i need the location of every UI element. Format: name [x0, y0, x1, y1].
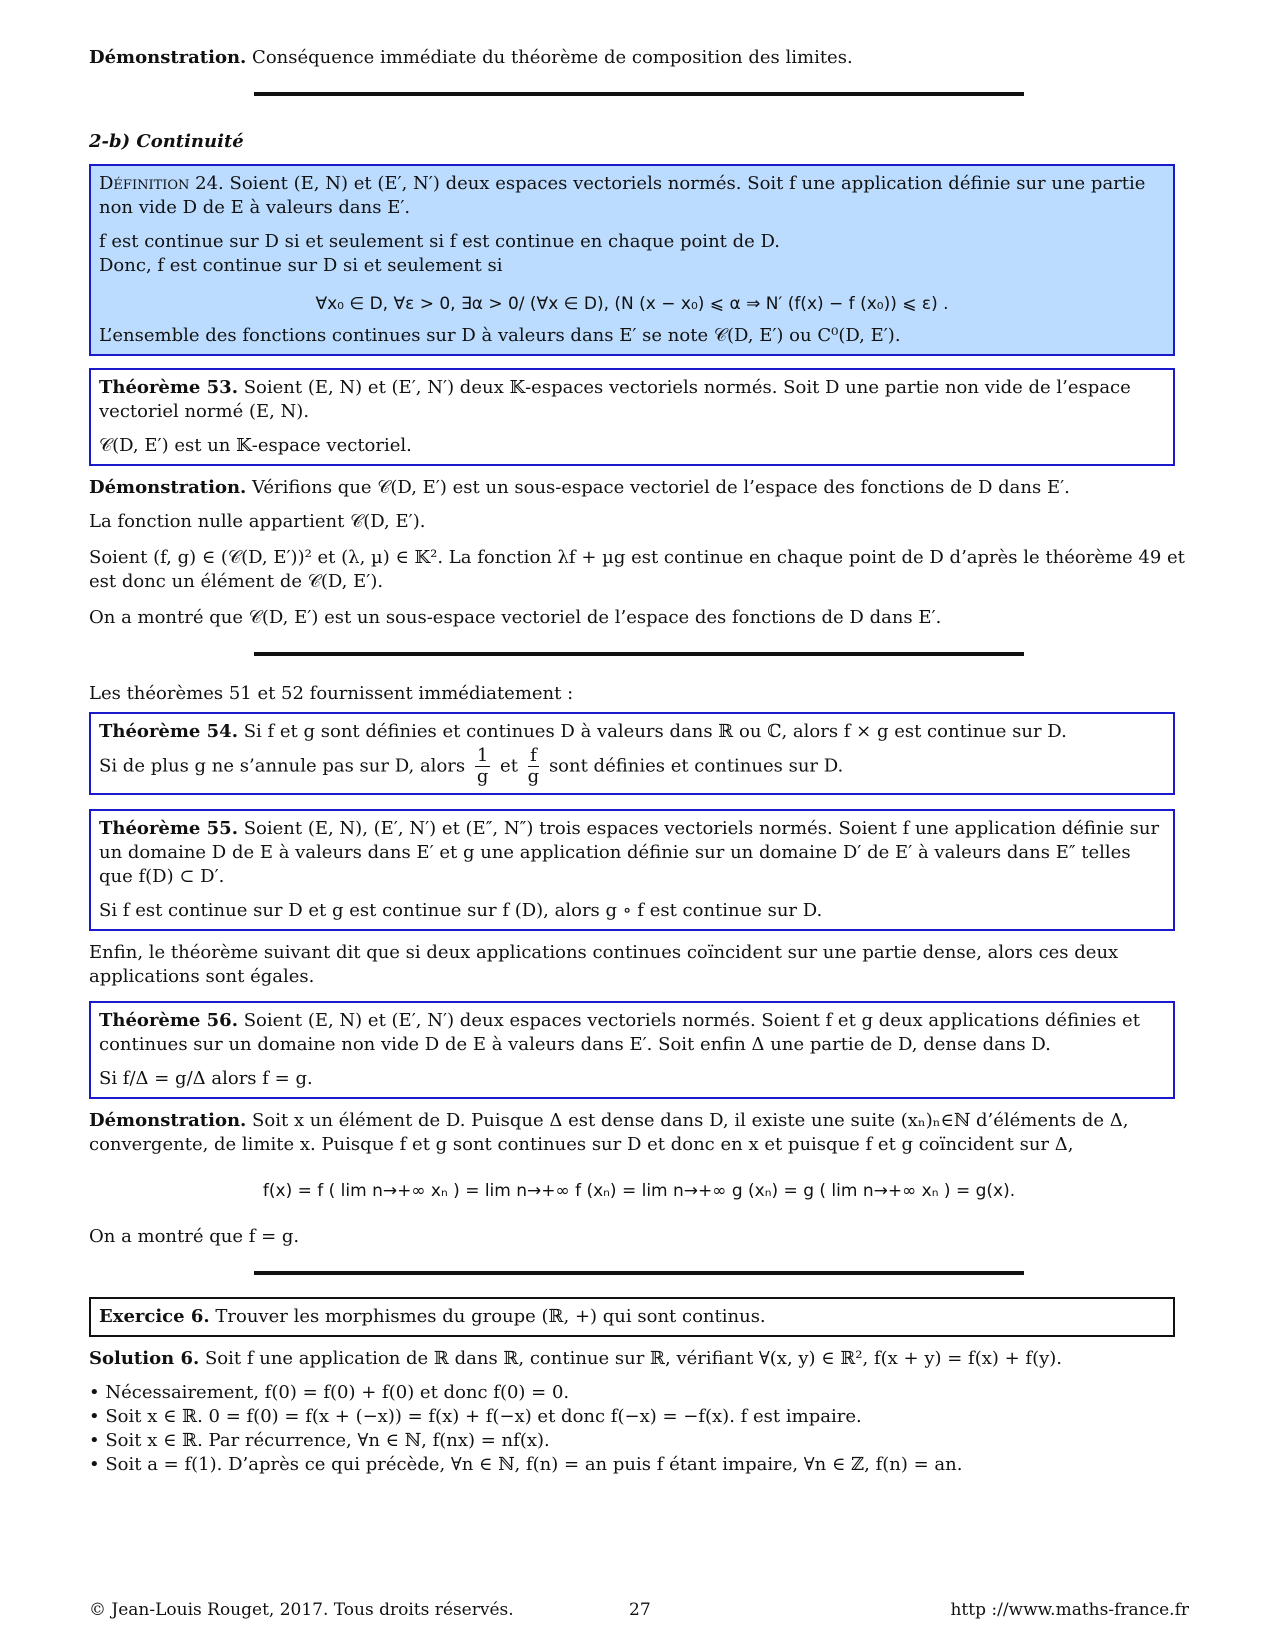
exercise-label: Exercice 6. [99, 1306, 210, 1327]
demo-53-line-3: Soient (f, g) ∈ (𝒞(D, E′))² et (λ, µ) ∈ 𝕂². La fonction λf + µg est continue en chaque point de D d’après le théorème 49 et est donc un élément de 𝒞(D, E′). [89, 547, 1185, 592]
theorem-54-line-2 [99, 746, 1165, 787]
theorem-text: Soient (E, N), (E′, N′) et (E″, N″) trois espaces vectoriels normés. Soient f une application définie sur un domaine D de E à valeurs dans E′ et g une application définie sur un domaine D′ de E′ à valeurs dans E″ telles que f(D) ⊂ D′. [99, 818, 1160, 887]
theorem-56-statement [99, 1009, 1165, 1057]
section-rule [254, 92, 1024, 96]
definition-line-2: f est continue sur D si et seulement si f est continue en chaque point de D. [99, 231, 781, 252]
footer-url-link[interactable]: http ://www.maths-france.fr [950, 1600, 1189, 1620]
demo-text: Vérifions que 𝒞(D, E′) est un sous-espace vectoriel de l’espace des fonctions de D dans E′. [252, 477, 1070, 498]
footer-page-number: 27 [629, 1600, 651, 1620]
demo-53-line-2: La fonction nulle appartient 𝒞(D, E′). [89, 511, 426, 532]
theorem-text: Soient (E, N) et (E′, N′) deux 𝕂-espaces vectoriels normés. Soit D une partie non vide de l’espace vectoriel normé (E, N). [99, 377, 1131, 422]
theorem-label: Théorème 54. [99, 721, 238, 742]
theorem-text: Si de plus g ne s’annule pas sur D, alors [99, 755, 466, 777]
footer-copyright: © Jean-Louis Rouget, 2017. Tous droits réservés. [89, 1600, 514, 1620]
exercise-text: Trouver les morphismes du groupe (ℝ, +) qui sont continus. [215, 1306, 766, 1327]
theorem-53-box [89, 368, 1175, 466]
theorem-53-conclusion: 𝒞(D, E′) est un 𝕂-espace vectoriel. [99, 435, 412, 456]
theorem-53-statement [99, 376, 1165, 424]
section-rule [254, 1271, 1024, 1275]
demo-label: Démonstration. [89, 1110, 247, 1131]
definition-line-3: Donc, f est continue sur D si et seulement si [99, 255, 503, 276]
section-title: 2-b) Continuité [89, 131, 244, 152]
definition-24-intro [99, 172, 1165, 220]
demo-56-line-2: On a montré que f = g. [89, 1226, 300, 1247]
exercise-6-box [89, 1297, 1175, 1337]
page-content [89, 46, 1189, 1477]
demo-text: Conséquence immédiate du théorème de composition des limites. [252, 47, 853, 68]
definition-line-4: L’ensemble des fonctions continues sur D à valeurs dans E′ se note 𝒞(D, E′) ou C⁰(D, E′). [99, 325, 901, 346]
theorem-56-conclusion: Si f/Δ = g/Δ alors f = g. [99, 1068, 313, 1089]
theorem-text: sont définies et continues sur D. [548, 755, 844, 777]
solution-6-list [89, 1381, 1189, 1477]
list-item: • Soit x ∈ ℝ. Par récurrence, ∀n ∈ ℕ, f(nx) = nf(x). [89, 1430, 550, 1451]
definition-text: Soient (E, N) et (E′, N′) deux espaces vectoriels normés. Soit f une application définie sur une partie non vide D de E à valeurs dans E′. [99, 173, 1146, 218]
intro-theorem-56: Enfin, le théorème suivant dit que si deux applications continues coïncident sur une partie dense, alors ces deux applications sont égales. [89, 942, 1119, 987]
section-rule [254, 652, 1024, 656]
demo-56-line-1 [89, 1109, 1189, 1157]
theorem-55-statement [99, 817, 1165, 889]
intro-theorem-54: Les théorèmes 51 et 52 fournissent immédiatement : [89, 683, 574, 704]
theorem-55-box [89, 809, 1175, 931]
demo-53-line-1 [89, 476, 1189, 500]
fraction-numerator: f [528, 746, 540, 767]
solution-text: Soit f une application de ℝ dans ℝ, continue sur ℝ, vérifiant ∀(x, y) ∈ ℝ², f(x + y) = f(x) + f(y). [204, 1348, 1063, 1369]
theorem-54-box [89, 712, 1175, 795]
solution-label: Solution 6. [89, 1348, 200, 1369]
demo-text: Soit x un élément de D. Puisque Δ est dense dans D, il existe une suite (xₙ)ₙ∈ℕ d’éléments de Δ, convergente, de limite x. Puisque f et g sont continues sur D et donc en x et puisque f et g coïncident sur Δ, [89, 1110, 1129, 1155]
list-item: • Soit x ∈ ℝ. 0 = f(0) = f(x + (−x)) = f(x) + f(−x) et donc f(−x) = −f(x). f est impaire. [89, 1406, 862, 1427]
demo-53-line-4: On a montré que 𝒞(D, E′) est un sous-espace vectoriel de l’espace des fonctions de D dans E′. [89, 607, 942, 628]
fraction-numerator: 1 [476, 745, 489, 766]
theorem-text: Soient (E, N) et (E′, N′) deux espaces vectoriels normés. Soient f et g deux applications définies et continues sur un domaine non vide D de E à valeurs dans E′. Soit enfin Δ une partie de D, dense dans D. [99, 1010, 1140, 1055]
solution-6-intro [89, 1347, 1189, 1371]
theorem-56-box [89, 1001, 1175, 1099]
theorem-label: Théorème 56. [99, 1010, 238, 1031]
theorem-54-statement [99, 720, 1165, 744]
demo-56-formula: f(x) = f ( lim n→+∞ xₙ ) = lim n→+∞ f (xₙ) = lim n→+∞ g (xₙ) = g ( lim n→+∞ xₙ ) = g(x). [262, 1181, 1016, 1201]
definition-formula: ∀x₀ ∈ D, ∀ε > 0, ∃α > 0/ (∀x ∈ D), (N (x − x₀) ⩽ α ⇒ N′ (f(x) − f (x₀)) ⩽ ε) . [315, 294, 949, 314]
definition-24-box [89, 164, 1175, 356]
exercise-6-statement [99, 1305, 1165, 1329]
theorem-text: et [500, 755, 518, 777]
demo-paragraph-1 [89, 46, 1189, 70]
theorem-55-conclusion: Si f est continue sur D et g est continue sur f (D), alors g ∘ f est continue sur D. [99, 900, 823, 921]
theorem-label: Théorème 53. [99, 377, 238, 398]
theorem-text: Si f et g sont définies et continues D à valeurs dans ℝ ou ℂ, alors f × g est continue sur D. [243, 721, 1067, 742]
demo-label: Démonstration. [89, 47, 247, 68]
fraction-denominator: g [476, 766, 489, 787]
fraction-denominator: g [527, 766, 540, 787]
definition-label: Définition 24. [99, 173, 224, 194]
fraction-one-over-g [475, 746, 490, 787]
demo-label: Démonstration. [89, 477, 247, 498]
list-item: • Nécessairement, f(0) = f(0) + f(0) et donc f(0) = 0. [89, 1382, 570, 1403]
theorem-label: Théorème 55. [99, 818, 238, 839]
fraction-f-over-g [528, 746, 540, 787]
list-item: • Soit a = f(1). D’après ce qui précède, ∀n ∈ ℕ, f(n) = an puis f étant impaire, ∀n ∈ ℤ, f(n) = an. [89, 1454, 963, 1475]
